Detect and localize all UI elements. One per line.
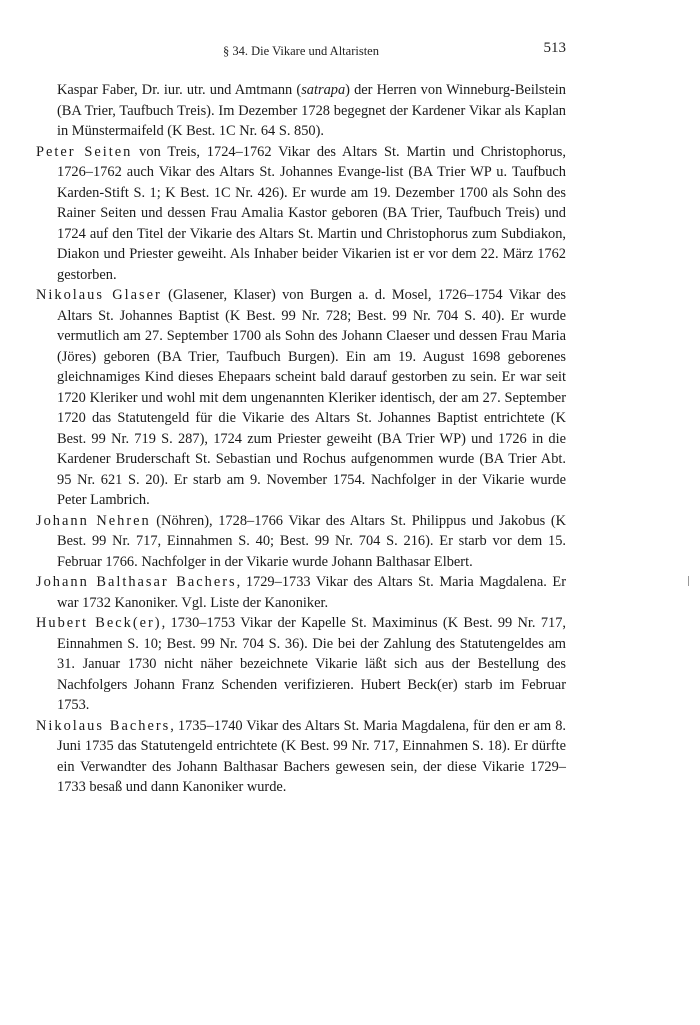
entry-name: Nikolaus Glaser	[36, 287, 162, 303]
entry-johann-nehren	[36, 511, 566, 573]
entry-text: (Nöhren), 1728–1766 Vikar des Altars St. Philippus und Jakobus (K Best. 99 Nr. 717, Einnahmen S. 40; Best. 99 Nr. 704 S. 216). Er starb vor dem 15. Februar 1766. Nachfolger in der Vikarie wurde Johann Balthasar Elbert.	[57, 512, 567, 570]
entry-hubert-becker	[36, 613, 566, 716]
running-title: § 34. Die Vikare und Altaristen	[223, 44, 379, 58]
entry-name: Johann Balthasar Bachers	[36, 574, 237, 590]
entry-nikolaus-glaser	[36, 285, 566, 511]
body-text	[36, 80, 566, 798]
entry-johann-balthasar-bachers	[36, 572, 566, 613]
page-number: 513	[543, 40, 566, 56]
entry-continuation	[36, 80, 566, 142]
entry-italic-term: satrapa	[301, 82, 346, 98]
margin-mark	[688, 576, 689, 586]
entry-name: Peter Seiten	[36, 143, 133, 160]
entry-name: Hubert Beck(er)	[36, 615, 162, 631]
entry-text: , 1735–1740 Vikar des Altars St. Maria Magdalena, für den er am 8. Juni 1735 das Statutengeld entrichtete (K Best. 99 Nr. 717, Einnahmen S. 18). Er dürfte ein Verwandter des Johann Balthasar Bachers gewesen sein, der diese Vikarie 1729–1733 besaß und dann Kanoniker wurde.	[57, 717, 566, 795]
entry-peter-seiten	[36, 142, 566, 286]
entry-text: von Treis, 1724–1762 Vikar des Altars St. Martin und Christophorus, 1726–1762 auch Vikar des Altars St. Johannes Evange-list (BA Trier WP u. Taufbuch Karden-Stift S. 1; K Best. 1C Nr. 426). Er wurde am 19. Dezember 1700 als Sohn des Rainer Seiten und dessen Frau Amalia Kastor geboren (BA Trier, Taufbuch Treis) und 1724 auf den Titel der Vikarie des Altars St. Martin und Christophorus zum Subdiakon, Diakon und Priester geweiht. Als Inhaber beider Vikarien ist er vor dem 22. März 1762 gestorben.	[57, 143, 566, 283]
entry-text: , 1729–1733 Vikar des Altars St. Maria Magdalena. Er war 1732 Kanoniker. Vgl. Liste der Kanoniker.	[57, 574, 566, 611]
page-header	[36, 40, 566, 62]
entry-text: (Glasener, Klaser) von Burgen a. d. Mosel, 1726–1754 Vikar des Altars St. Johannes Baptist (K Best. 99 Nr. 728; Best. 99 Nr. 704 S. 40). Er wurde vermutlich am 27. September 1700 als Sohn des Johann Claeser und dessen Frau Maria (Jöres) geboren (BA Trier, Taufbuch Burgen). Ein am 19. August 1698 geborenes gleichnamiges Kind dieses Ehepaars scheint bald darauf gestorben zu sein. Er war seit 1720 Kleriker und wohl mit dem ungenannten Kleriker identisch, der am 27. September 1720 das Statutengeld für die Vikarie des Altars St. Johannes Baptist entrichtete (K Best. 99 Nr. 719 S. 287), 1724 zum Priester geweiht (BA Trier WP) und 1726 in die Kardener Bruderschaft St. Sebastian und Rochus aufgenommen wurde (BA Trier Abt. 95 Nr. 621 S. 20). Er starb am 9. November 1754. Nachfolger in der Vikarie wurde Peter Lambrich.	[57, 287, 566, 508]
entry-name: Johann Nehren	[36, 512, 151, 529]
entry-pre: Kaspar Faber, Dr. iur. utr. und Amtmann (	[57, 82, 302, 98]
entry-text: ) der Herren von Winneburg-Beilstein (BA Trier, Taufbuch Treis). Im Dezember 1728 begegnet der Kardener Vikar als Kaplan in Münstermaifeld (K Best. 1C Nr. 64 S. 850).	[57, 82, 566, 139]
entry-name: Nikolaus Bachers	[36, 717, 171, 734]
entry-nikolaus-bachers	[36, 716, 566, 798]
entry-text: , 1730–1753 Vikar der Kapelle St. Maximinus (K Best. 99 Nr. 717, Einnahmen S. 10; Best. 99 Nr. 704 S. 36). Die bei der Zahlung des Statutengeldes am 31. Januar 1730 nicht näher bezeichnete Vikarie läßt sich aus der Bestellung des Nachfolgers Johann Franz Schenden verifizieren. Hubert Beck(er) starb im Februar 1753.	[57, 615, 567, 713]
